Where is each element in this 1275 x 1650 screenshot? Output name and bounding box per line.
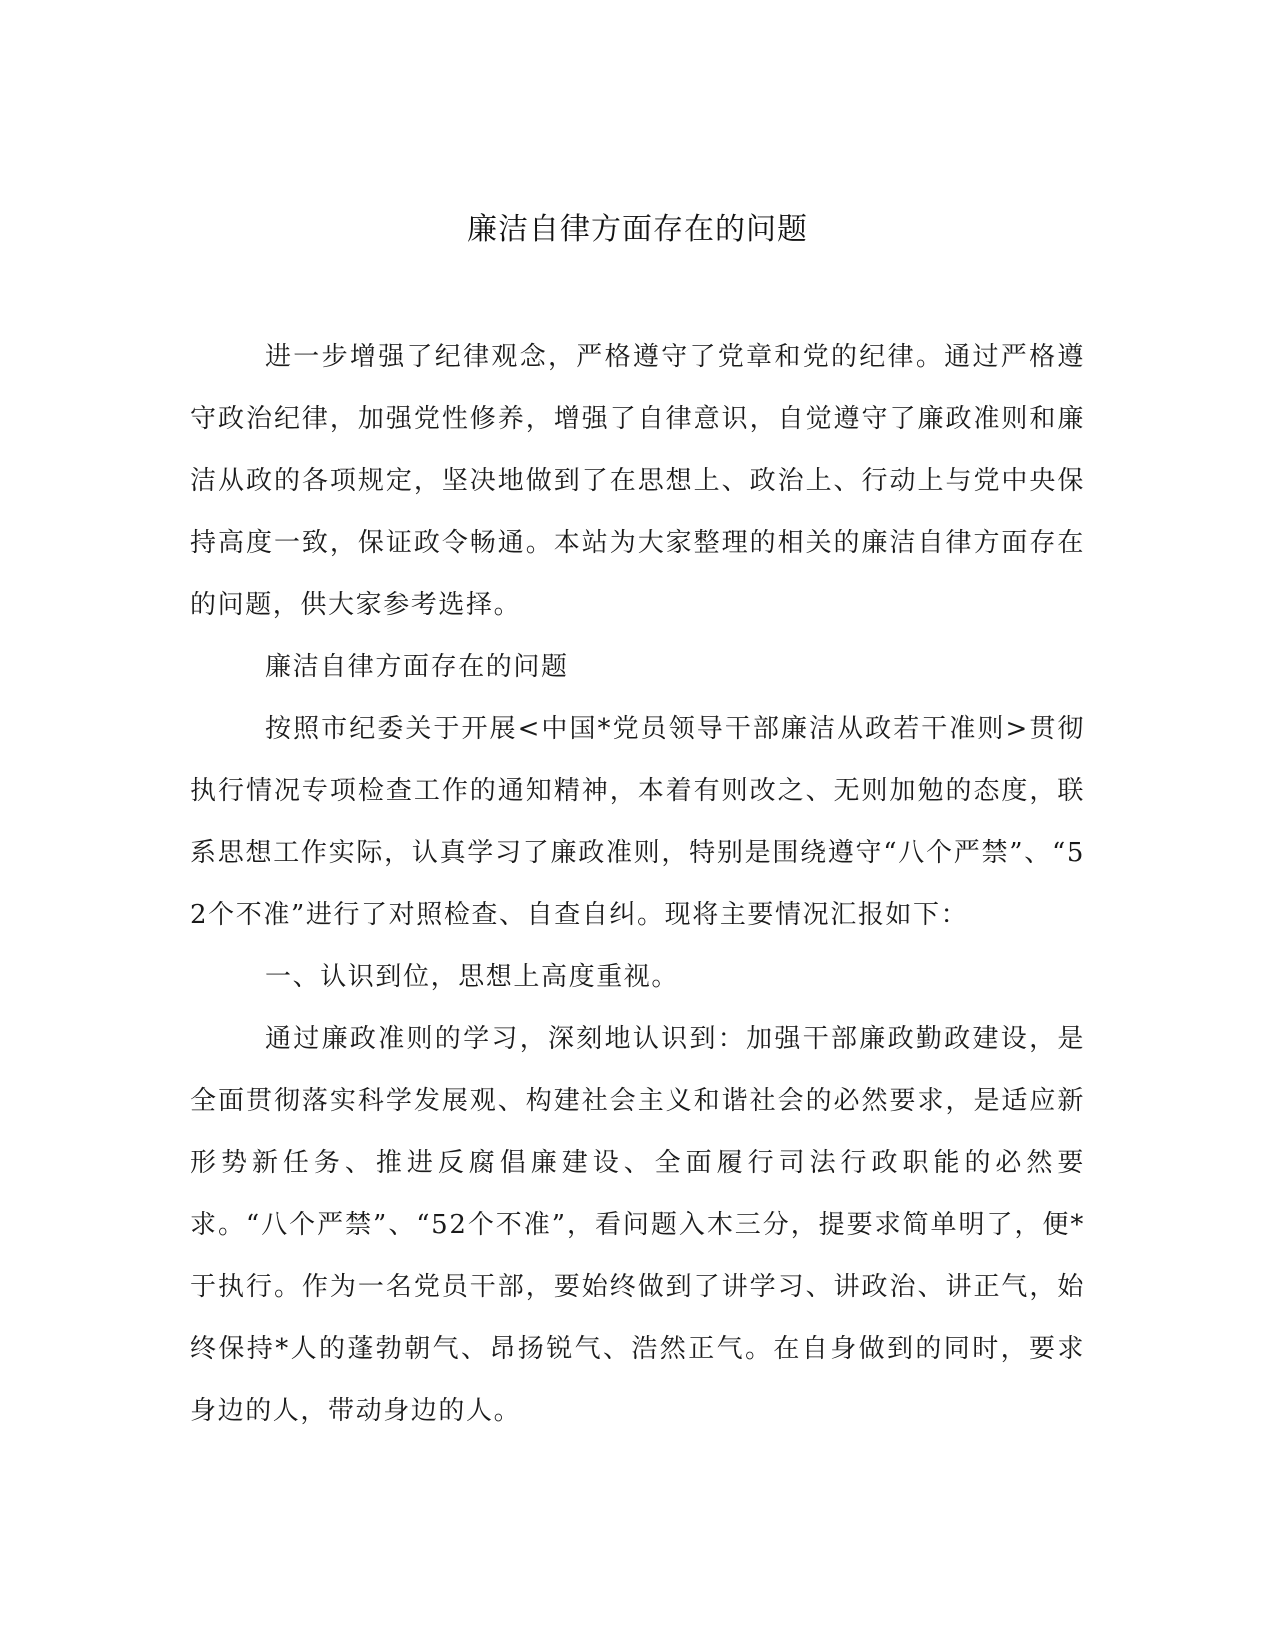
- paragraph-subtitle: 廉洁自律方面存在的问题: [265, 652, 569, 682]
- paragraph-background: 按照市纪委关于开展<中国*党员领导干部廉洁从政若干准则>贯彻执行情况专项检查工作的通知精神，本着有则改之、无则加勉的态度，联系思想工作实际，认真学习了廉政准则，特别是围绕遵守“八个严禁”、“52个不准”进行了对照检查、自查自纠。现将主要情况汇报如下：: [190, 714, 1085, 930]
- paragraph-intro: 进一步增强了纪律观念，严格遵守了党章和党的纪律。通过严格遵守政治纪律，加强党性修养，增强了自律意识，自觉遵守了廉政准则和廉洁从政的各项规定，坚决地做到了在思想上、政治上、行动上与党中央保持高度一致，保证政令畅通。本站为大家整理的相关的廉洁自律方面存在的问题，供大家参考选择。: [190, 342, 1085, 620]
- section-heading-1: 一、认识到位，思想上高度重视。: [265, 962, 680, 992]
- document-body: [190, 326, 1085, 1442]
- document-title: 廉洁自律方面存在的问题: [467, 212, 808, 247]
- paragraph-section-1: 通过廉政准则的学习，深刻地认识到：加强干部廉政勤政建设，是全面贯彻落实科学发展观、构建社会主义和谐社会的必然要求，是适应新形势新任务、推进反腐倡廉建设、全面履行司法行政职能的必然要求。“八个严禁”、“52个不准”，看问题入木三分，提要求简单明了，便*于执行。作为一名党员干部，要始终做到了讲学习、讲政治、讲正气，始终保持*人的蓬勃朝气、昂扬锐气、浩然正气。在自身做到的同时，要求身边的人，带动身边的人。: [190, 1024, 1085, 1426]
